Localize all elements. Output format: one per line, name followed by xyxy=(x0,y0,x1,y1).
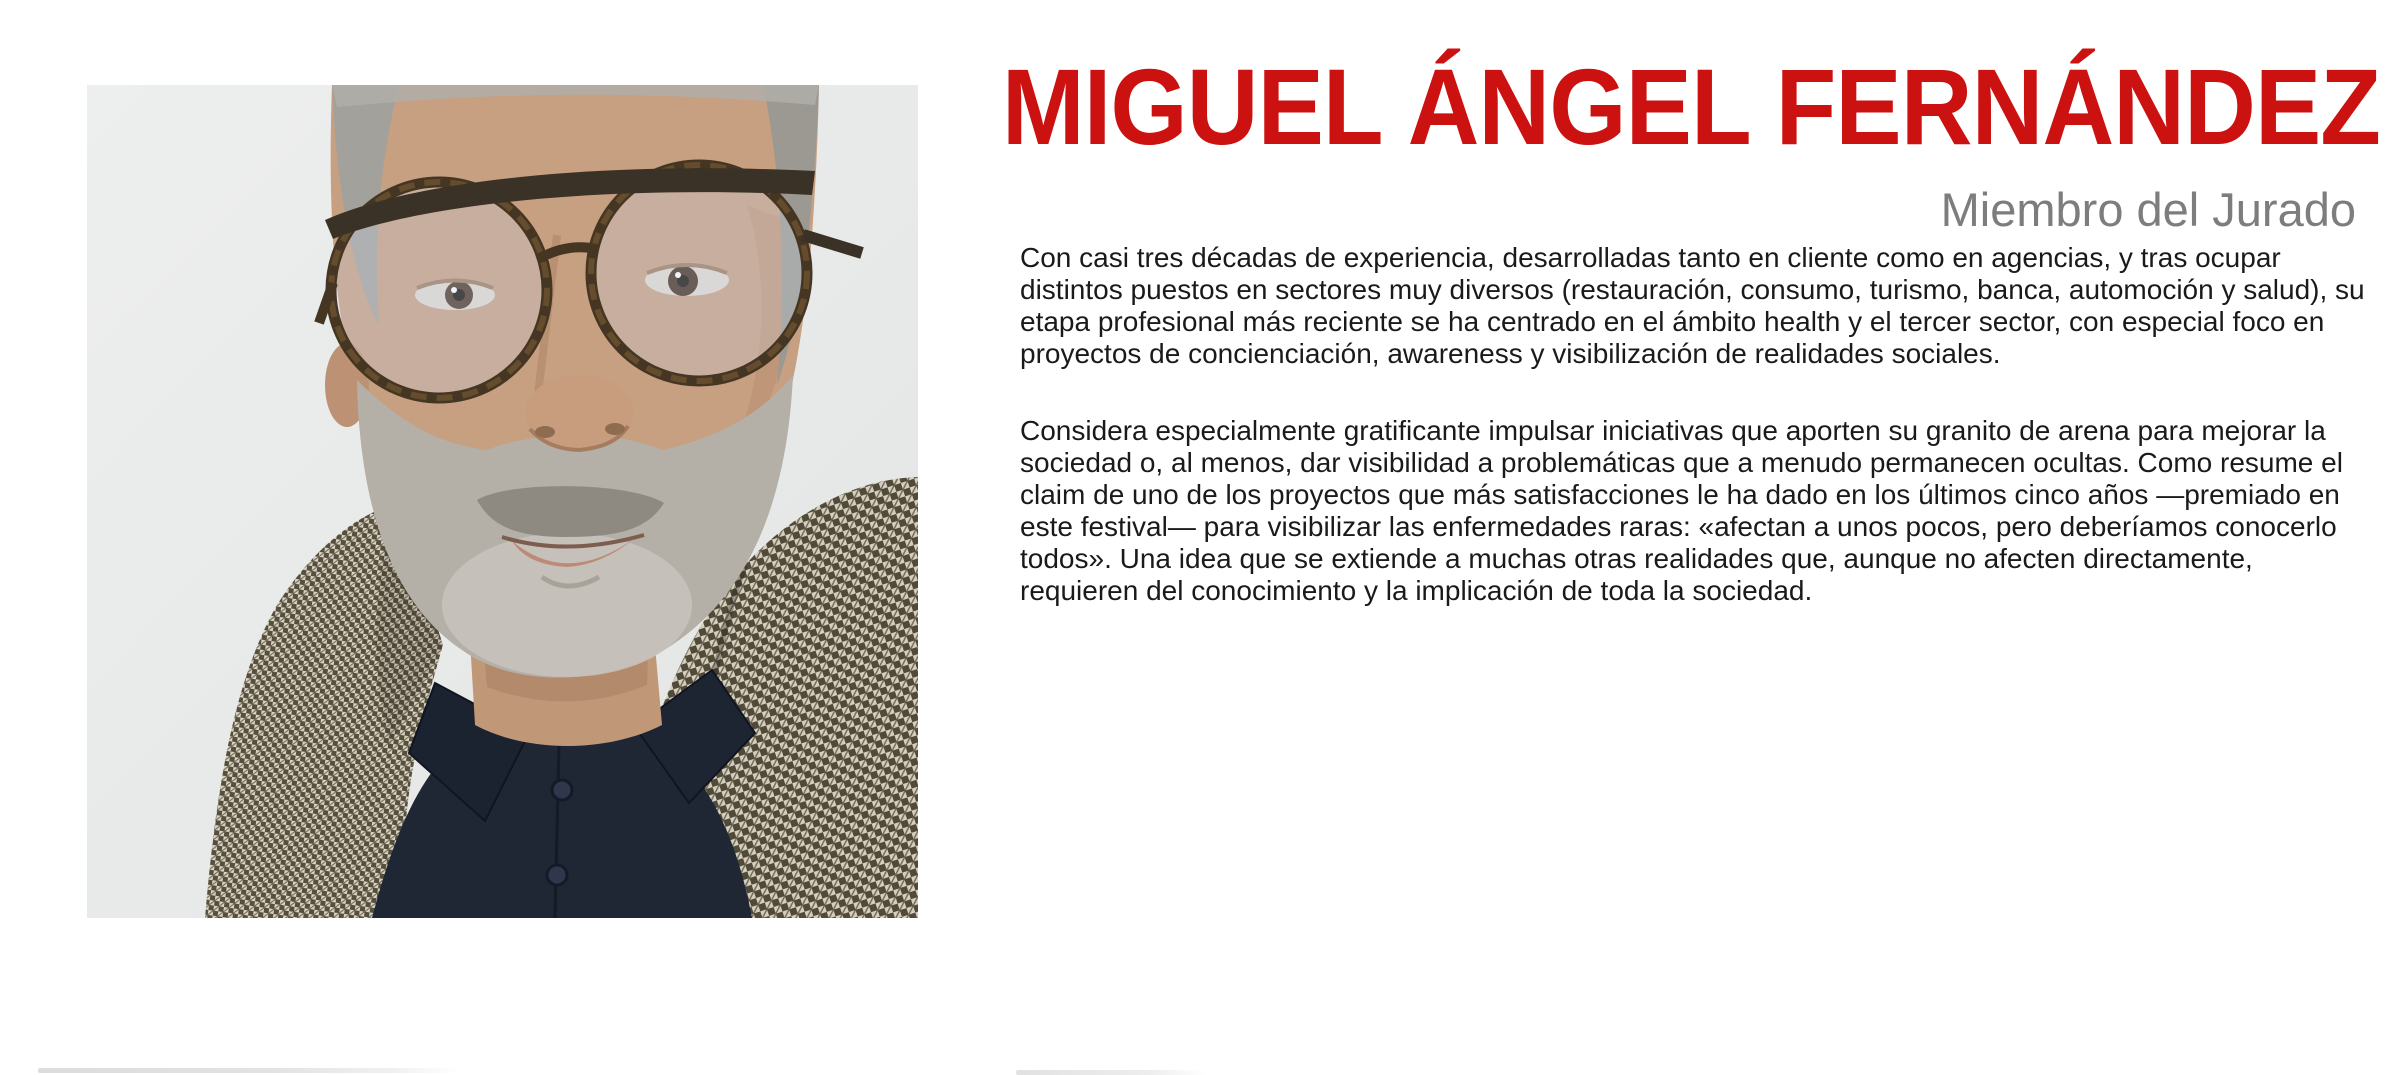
below-fold-element-edge-right xyxy=(1016,1070,1206,1075)
below-fold-element-edge-left xyxy=(38,1068,458,1073)
profile-photo xyxy=(87,85,918,918)
profile-name: MIGUEL ÁNGEL FERNÁNDEZ xyxy=(1001,46,2380,167)
profile-role: Miembro del Jurado xyxy=(1940,183,2356,236)
bio-paragraph-1: Con casi tres décadas de experiencia, desarrolladas tanto en cliente como en agencias, y tras ocupar distintos puestos en sectores muy diversos (restauración, consumo, turismo, banca, automoción y salud), su etapa profesional más reciente se ha centrado en el ámbito health y el tercer sector, con especial foco en proyectos de concienciación, awareness y visibilización de realidades sociales. xyxy=(1020,242,2365,369)
bio-paragraph-2: Considera especialmente gratificante impulsar iniciativas que aporten su granito de arena para mejorar la sociedad o, al menos, dar visibilidad a problemáticas que a menudo permanecen ocultas. Como resume el claim de uno de los proyectos que más satisfacciones le ha dado en los últimos cinco años —premiado en este festival— para visibilizar las enfermedades raras: «afectan a unos pocos, pero deberíamos conocerlo todos». Una idea que se extiende a muchas otras realidades que, aunque no afecten directamente, requieren del conocimiento y la implicación de toda la sociedad. xyxy=(1020,415,2343,606)
bio-text xyxy=(1020,242,2372,652)
